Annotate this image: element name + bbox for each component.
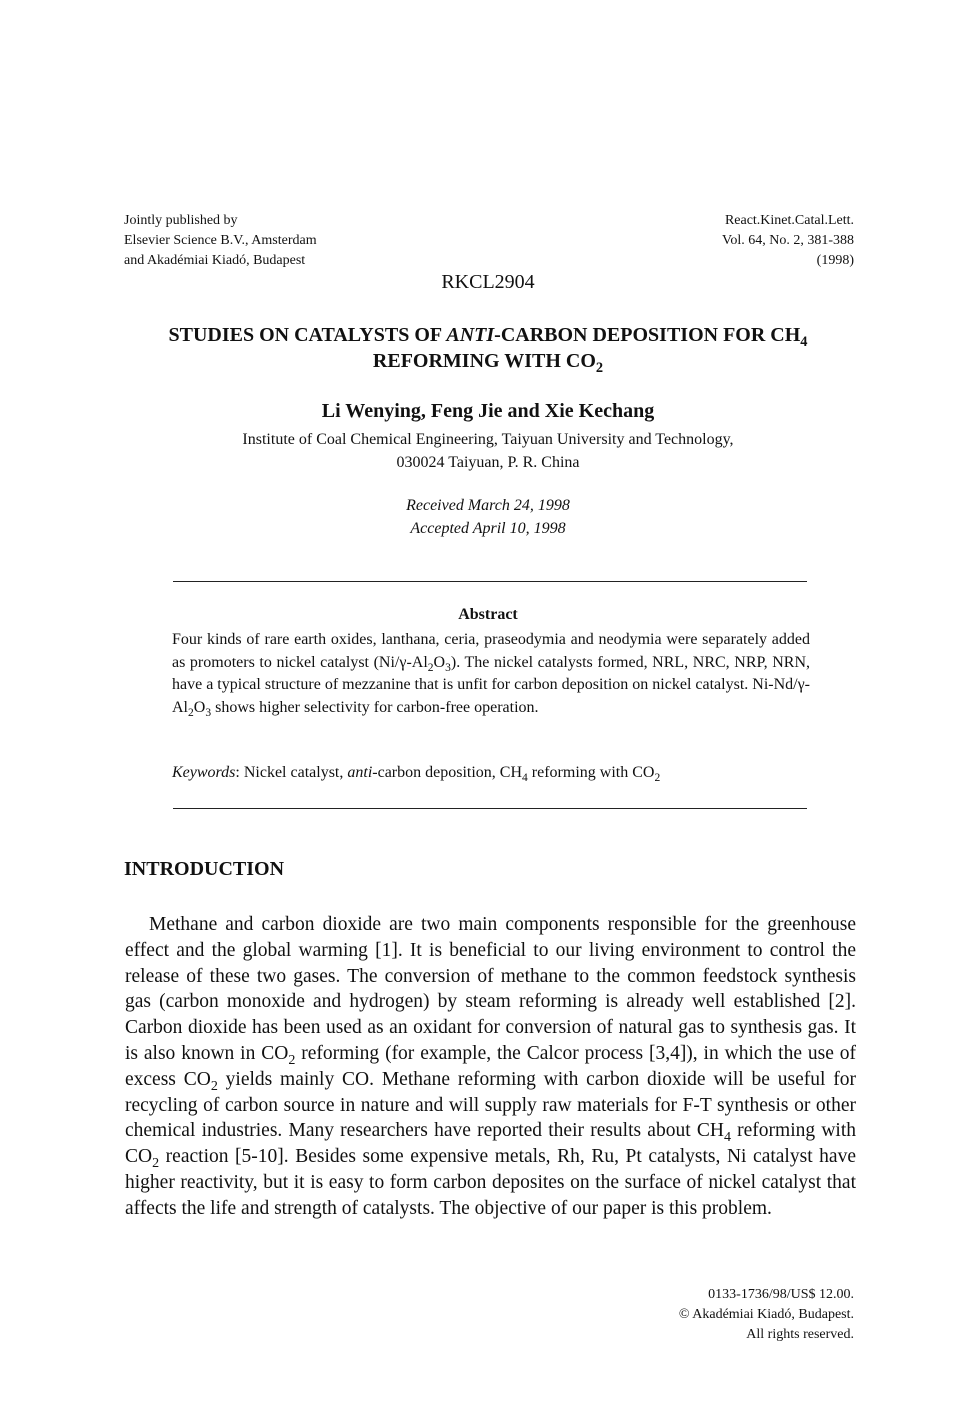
keywords: Keywords: Nickel catalyst, anti-carbon deposition, $CH_4$ reforming with $CO_2$ [172,764,661,785]
copyright: © Akadémiai Kiadó, Budapest. [678,1307,854,1322]
title-line-1: STUDIES ON CATALYSTS OF ANTI-CARBON DEPOSITION FOR $CH_4$ [168,324,808,350]
rights: All rights reserved. [746,1327,854,1342]
accepted-date: Accepted April 10, 1998 [410,520,566,537]
dates [0,494,976,540]
introduction-text [125,912,856,1222]
journal-citation [722,211,854,271]
journal-volume: Vol. 64, No. 2, 381-388 [722,233,854,248]
article-code: RKCL2904 [441,271,535,293]
affiliation [0,428,976,474]
affiliation-line: Institute of Coal Chemical Engineering, Taiyuan University and Technology, [242,431,734,448]
paragraph: Methane and carbon dioxide are two main components responsible for the greenhouse effect and the global warming [1]. It is beneficial to our living environment to control the release of these two gases. The conversion of methane to the common feedstock synthesis gas (carbon monoxide and hydrogen) by steam reforming is already well established [2]. Carbon dioxide has been used as an oxidant for conversion of natural gas to synthesis gas. It is also known in $CO_2$ reforming (for example, the Calcor process [3,4]), in which the use of excess $CO_2$ yields mainly CO. Methane reforming with carbon dioxide will be useful for recycling of carbon source in nature and will supply raw materials for F-T synthesis or other chemical industries. Many researchers have reported their results about $CH_4$ reforming with $CO_2$ reaction [5-10]. Besides some expensive metals, Rh, Ru, Pt catalysts, Ni catalyst have higher reactivity, but it is easy to form carbon deposites on the surface of nickel catalyst that affects the life and strength of catalysts. The objective of our paper is this problem. [125,914,857,1219]
abstract-heading: Abstract [458,606,518,623]
affiliation-line: 030024 Taiyuan, P. R. China [396,454,580,471]
authors: Li Wenying, Feng Jie and Xie Kechang [321,400,655,422]
divider-top [173,581,807,582]
journal-year: (1998) [816,253,854,268]
keywords-label: Keywords [172,764,236,781]
divider-bottom [173,808,807,809]
section-heading-introduction: INTRODUCTION [124,858,285,880]
received-date: Received March 24, 1998 [406,497,570,514]
issn-price: 0133-1736/98/US$ 12.00. [708,1287,854,1302]
paper-title [100,322,876,374]
copyright-footer [679,1285,854,1345]
abstract-text: Four kinds of rare earth oxides, lanthana, ceria, praseodymia and neodymia were separately added as promoters to nickel catalyst $(Ni/\gamma-Al_2O_3)$. The nickel catalysts formed, NRL, NRC, NRP, NRN, have a typical structure of mezzanine that is unfit for carbon deposition on nickel catalyst. $Ni-Nd/\gamma-Al_2O_3$ shows higher selectivity for carbon-free operation. [172,631,810,719]
journal-name: React.Kinet.Catal.Lett. [724,213,854,228]
publisher-info [124,211,317,271]
publisher-line: and Akadémiai Kiadó, Budapest [124,253,306,268]
title-line-2: REFORMING WITH $CO_2$ [372,350,604,376]
publisher-line: Elsevier Science B.V., Amsterdam [124,233,317,248]
publisher-line: Jointly published by [124,213,238,228]
